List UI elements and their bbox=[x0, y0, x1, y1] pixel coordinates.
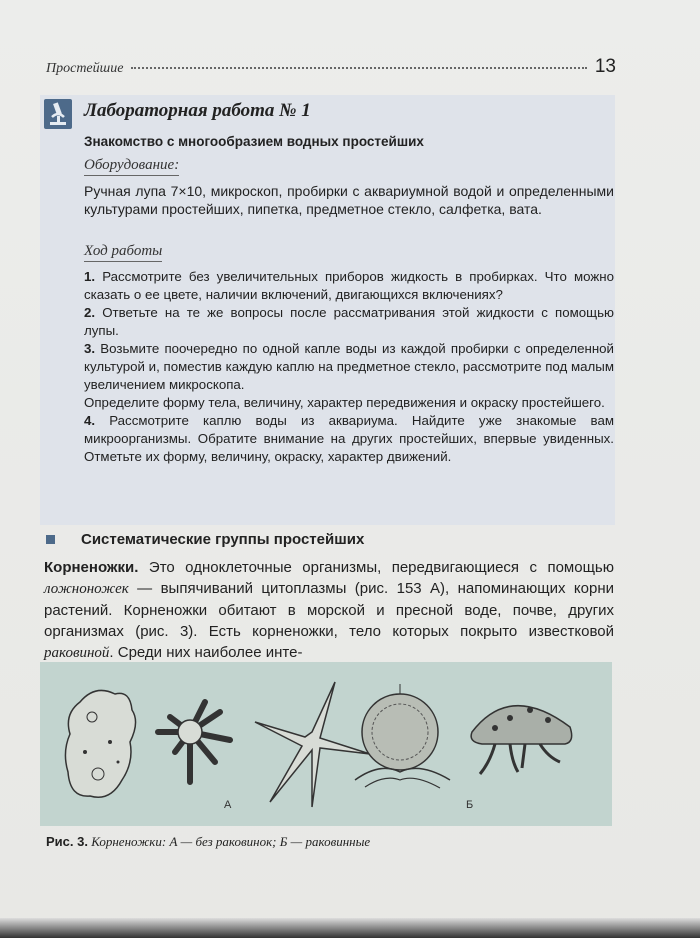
step-number: 4. bbox=[84, 413, 96, 428]
running-head bbox=[46, 56, 616, 82]
equipment-text: Ручная лупа 7×10, микроскоп, пробирки с аквариумной водой и определенными культурами простейших, пипетка, предметное стекло, салфетка, вата. bbox=[84, 183, 614, 217]
body-paragraph bbox=[44, 557, 614, 664]
step-text: Возьмите поочередно по одной капле воды из каждой пробирки с определенной культурой и, поместив каждую каплю на предметное стекло, рассмотрите под малым увеличением микроскопа. bbox=[84, 341, 614, 392]
procedure-step bbox=[84, 412, 614, 466]
body-text-part: . Среди них наиболее инте- bbox=[109, 644, 303, 661]
equipment-heading: Оборудование: bbox=[84, 157, 179, 176]
step-text: Ответьте на те же вопросы после рассматривания этой жидкости с помощью лупы. bbox=[84, 305, 614, 338]
italic-term: ложноножек bbox=[44, 581, 129, 597]
body-text-part: — выпячиваний цитоплазмы (рис. 153 А), напоминающих корни растений. Корненожки обитают в морской и пресной воде, почве, других организмах (рис. 3). Есть корненожки, тело которых покрыто известковой bbox=[44, 580, 614, 640]
procedure-step bbox=[84, 394, 614, 412]
procedure-step bbox=[84, 340, 614, 394]
procedure-steps bbox=[84, 268, 614, 466]
procedure-heading: Ход работы bbox=[84, 243, 162, 262]
figure-caption bbox=[46, 834, 370, 850]
scan-edge-shadow bbox=[0, 918, 700, 938]
section-heading-text: Систематические группы простейших bbox=[81, 531, 365, 548]
body-text-part: Это одноклеточные организмы, передвигающиеся с помощью bbox=[138, 559, 614, 576]
step-number: 1. bbox=[84, 269, 96, 284]
radiolarian-drawing bbox=[355, 684, 450, 788]
rhizopods-illustration bbox=[40, 662, 612, 826]
step-text: Рассмотрите каплю воды из аквариума. Найдите уже знакомые вам микроорганизмы. Обратите внимание на других простейших, впервые увиденных. Отметьте их форму, величину, окраску, характер движений. bbox=[84, 413, 615, 464]
step-number: 2. bbox=[84, 305, 96, 320]
star-rhizopod-drawing bbox=[255, 682, 370, 807]
lab-title: Лабораторная работа № 1 bbox=[84, 100, 311, 121]
step-number: 3. bbox=[84, 341, 96, 356]
caption-number: Рис. 3. bbox=[46, 834, 88, 849]
step-text: Определите форму тела, величину, характер передвижения и окраску простейшего. bbox=[84, 395, 605, 410]
lab-subtitle: Знакомство с многообразием водных простейших bbox=[84, 134, 424, 149]
running-head-section: Простейшие bbox=[46, 61, 124, 76]
microscope-icon bbox=[44, 99, 72, 129]
figure-label-a: А bbox=[224, 799, 232, 811]
step-text: Рассмотрите без увеличительных приборов жидкость в пробирках. Что можно сказать о ее цвете, наличии включений, двигающихся включениях? bbox=[84, 269, 615, 302]
figure-label-b: Б bbox=[466, 799, 474, 811]
procedure-step bbox=[84, 304, 614, 340]
square-bullet-icon bbox=[46, 535, 55, 544]
branching-amoeba-drawing bbox=[158, 702, 230, 782]
dotted-leader bbox=[131, 67, 586, 69]
italic-term: раковиной bbox=[44, 645, 110, 661]
amoeba-drawing bbox=[65, 690, 135, 797]
caption-text: Корненожки: А — без раковинок; Б — раковинные bbox=[91, 834, 371, 849]
term: Корненожки. bbox=[44, 559, 139, 576]
testate-rhizopod-drawing bbox=[471, 706, 572, 774]
procedure-step bbox=[84, 268, 614, 304]
figure-illustration bbox=[40, 662, 612, 826]
page-number: 13 bbox=[594, 56, 616, 77]
section-heading bbox=[46, 531, 364, 548]
